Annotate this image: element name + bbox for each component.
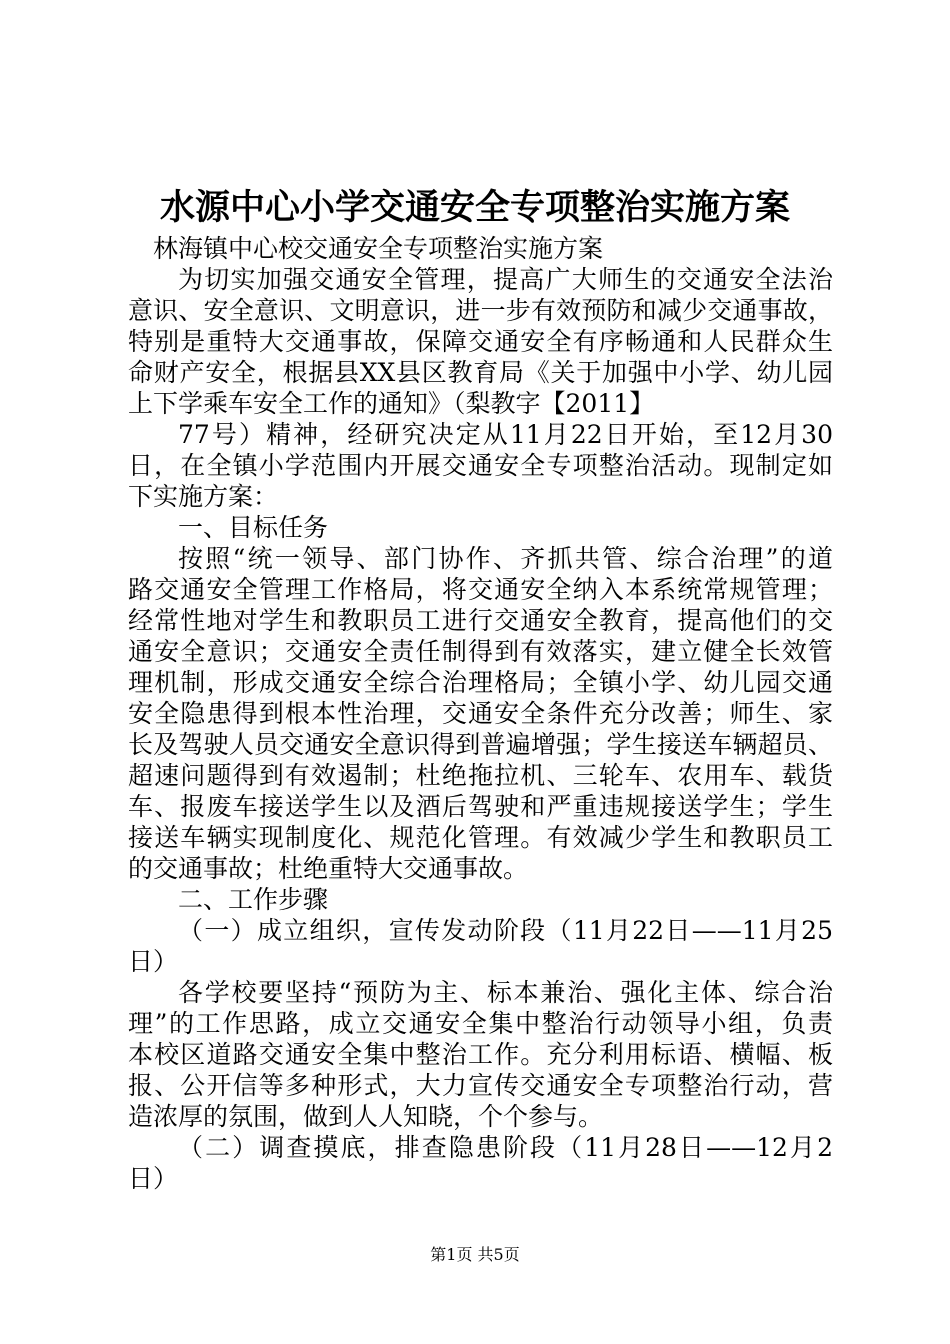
- paragraph-line: 本校区道路交通安全集中整治工作。充分利用标语、横幅、板: [128, 1040, 833, 1069]
- paragraph-line: 理”的工作思路，成立交通安全集中整治行动领导小组，负责: [128, 1009, 833, 1038]
- paragraph-line: 理机制，形成交通安全综合治理格局；全镇小学、幼儿园交通: [128, 668, 833, 697]
- subsection-heading-cont: 日）: [128, 1164, 179, 1193]
- paragraph-line: 经常性地对学生和教职员工进行交通安全教育，提高他们的交: [128, 606, 833, 635]
- document-body: [128, 233, 833, 1194]
- subsection-heading-cont: 日）: [128, 947, 179, 976]
- paragraph-line: 长及驾驶人员交通安全意识得到普遍增强；学生接送车辆超员、: [128, 730, 833, 759]
- paragraph-line: 的交通事故；杜绝重特大交通事故。: [128, 854, 529, 883]
- paragraph-line: 命财产安全，根据县XX县区教育局《关于加强中小学、幼儿园: [128, 358, 833, 387]
- paragraph-line: 按照“统一领导、部门协作、齐抓共管、综合治理”的道: [178, 544, 833, 573]
- paragraph-line: 造浓厚的氛围，做到人人知晓，个个参与。: [128, 1102, 604, 1131]
- paragraph-line: 车、报废车接送学生以及酒后驾驶和严重违规接送学生；学生: [128, 792, 833, 821]
- paragraph-line: 超速问题得到有效遏制；杜绝拖拉机、三轮车、农用车、载货: [128, 761, 833, 790]
- subsection-heading: （一）成立组织，宣传发动阶段（11月22日——11月25: [178, 916, 833, 945]
- paragraph-line: 为切实加强交通安全管理，提高广大师生的交通安全法治: [178, 265, 833, 294]
- section-heading: 二、工作步骤: [178, 885, 329, 914]
- subtitle-line: 林海镇中心校交通安全专项整治实施方案: [153, 234, 604, 263]
- paragraph-line: 下实施方案：: [128, 482, 279, 511]
- paragraph-line: 各学校要坚持“预防为主、标本兼治、强化主体、综合治: [178, 978, 833, 1007]
- section-heading: 一、目标任务: [178, 513, 329, 542]
- document-title: 水源中心小学交通安全专项整治实施方案: [159, 187, 790, 228]
- paragraph-line: 安全隐患得到根本性治理，交通安全条件充分改善；师生、家: [128, 699, 833, 728]
- paragraph-line: 上下学乘车安全工作的通知》（梨教字【2011】: [128, 389, 655, 418]
- page-footer: 第1页 共5页: [430, 1245, 520, 1264]
- paragraph-line: 路交通安全管理工作格局，将交通安全纳入本系统常规管理；: [128, 575, 833, 604]
- paragraph-line: 意识、安全意识、文明意识，进一步有效预防和减少交通事故，: [128, 296, 833, 325]
- paragraph-line: 报、公开信等多种形式，大力宣传交通安全专项整治行动，营: [128, 1071, 833, 1100]
- subsection-heading: （二）调查摸底，排查隐患阶段（11月28日——12月2: [178, 1133, 833, 1162]
- paragraph-line: 日，在全镇小学范围内开展交通安全专项整治活动。现制定如: [128, 451, 833, 480]
- paragraph-line: 77号）精神，经研究决定从11月22日开始，至12月30: [178, 420, 833, 449]
- paragraph-line: 接送车辆实现制度化、规范化管理。有效减少学生和教职员工: [128, 823, 833, 852]
- paragraph-line: 通安全意识；交通安全责任制得到有效落实，建立健全长效管: [128, 637, 833, 666]
- paragraph-line: 特别是重特大交通事故，保障交通安全有序畅通和人民群众生: [128, 327, 833, 356]
